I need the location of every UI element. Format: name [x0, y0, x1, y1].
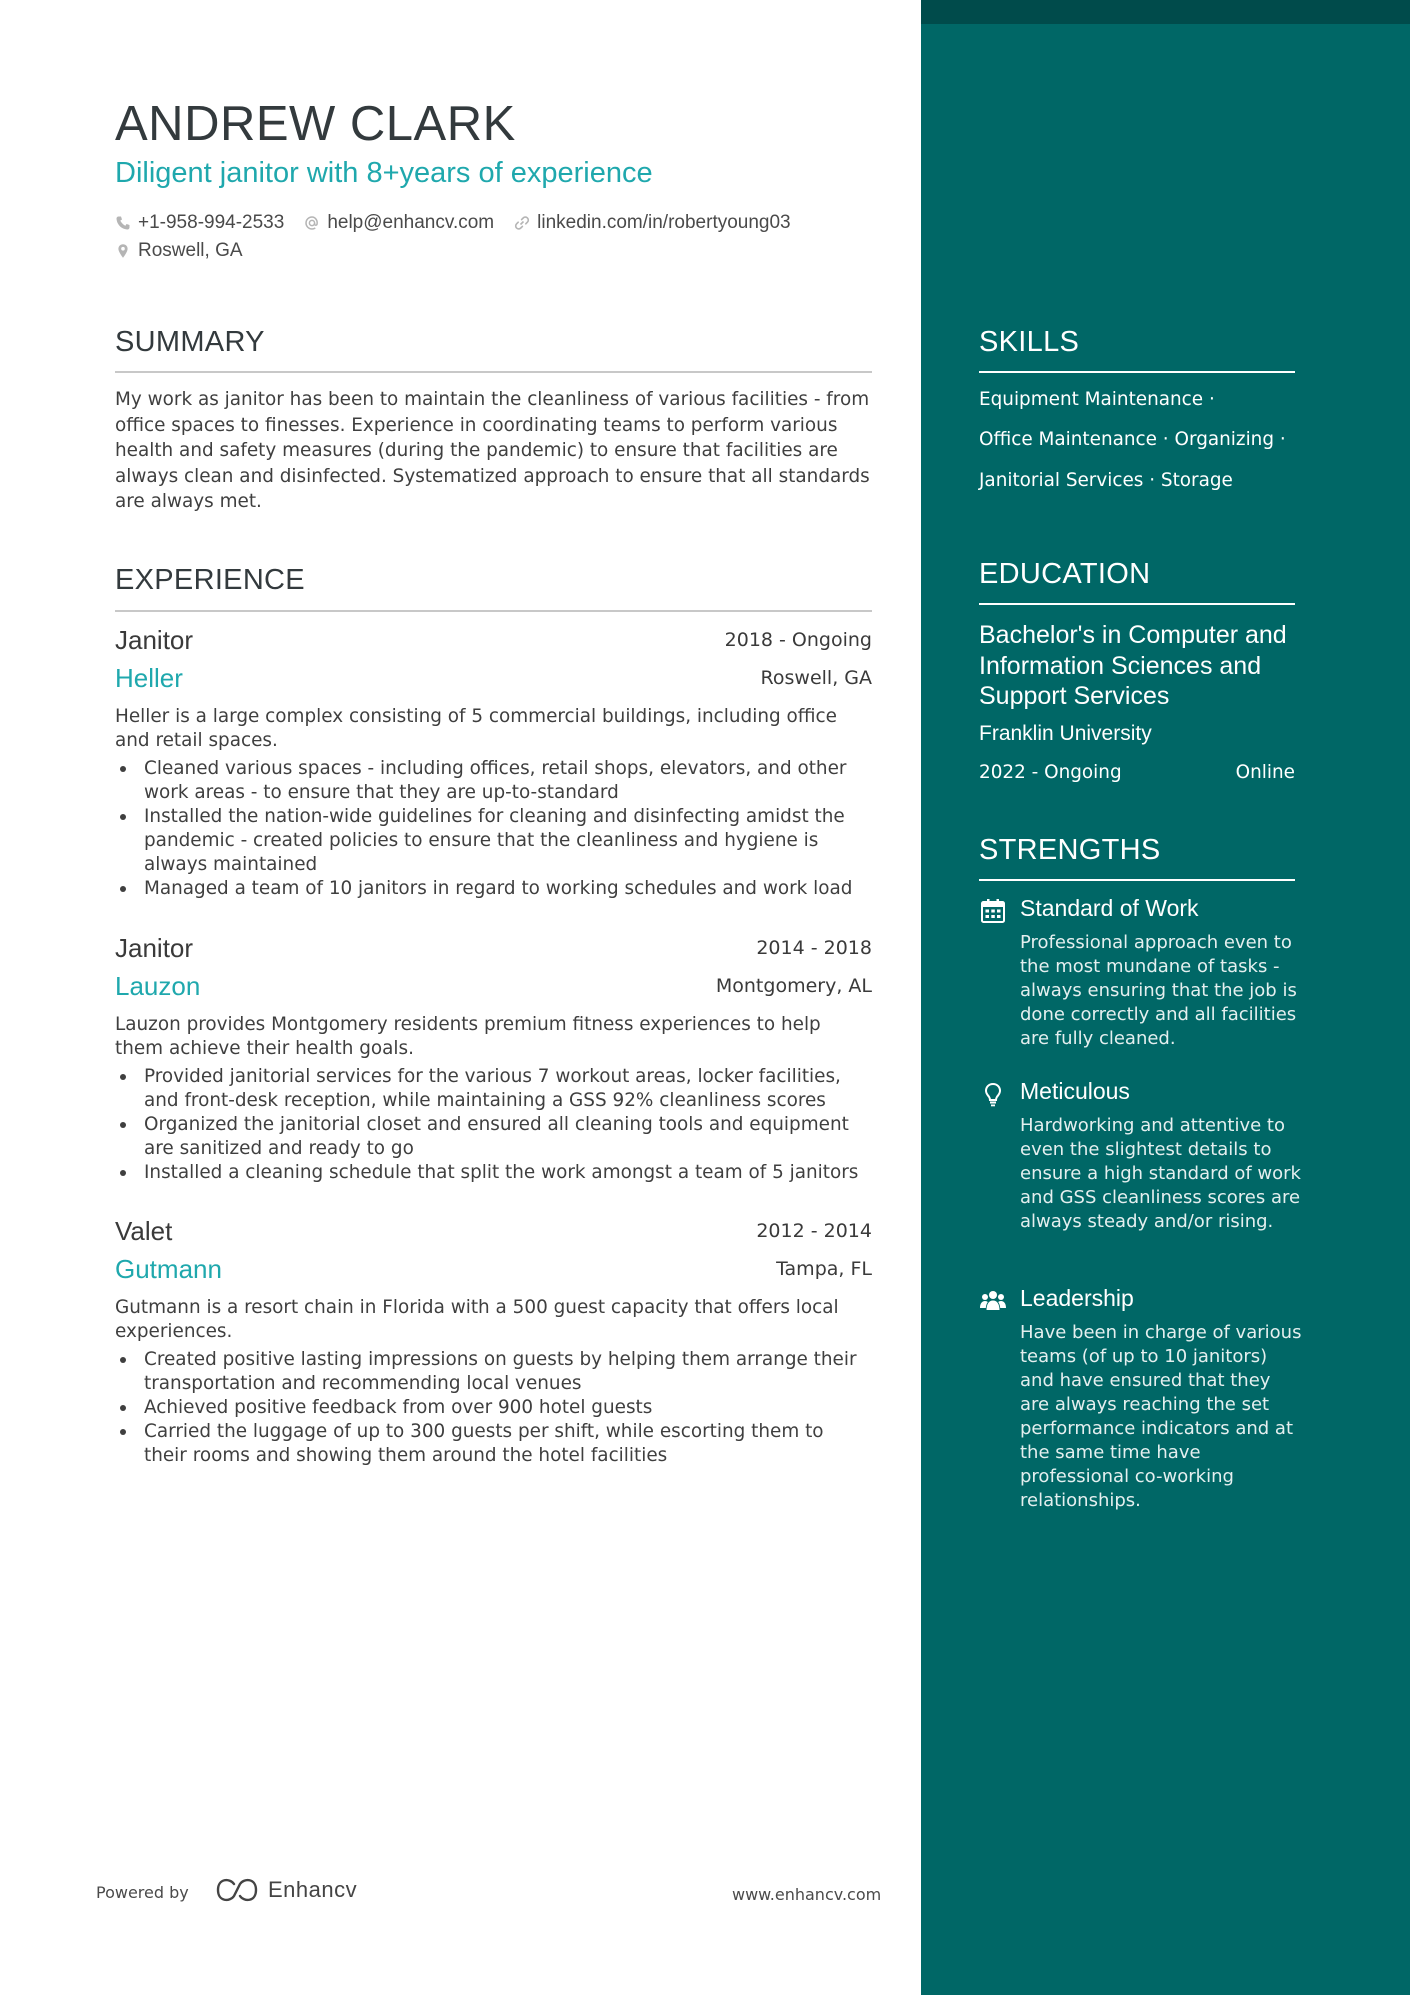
team-icon — [979, 1287, 1007, 1315]
link-icon — [514, 215, 530, 231]
experience-divider — [115, 610, 872, 612]
strength-title: Leadership — [1020, 1285, 1134, 1311]
experience-entry — [115, 625, 872, 901]
skills-divider — [979, 371, 1295, 373]
strength-title: Meticulous — [1020, 1078, 1130, 1104]
footer-url[interactable]: www.enhancv.com — [732, 1885, 882, 1904]
job-bullet-list — [115, 757, 872, 901]
job-dates: 2012 - 2014 — [756, 1220, 872, 1242]
location-pin-icon — [115, 243, 131, 259]
job-title: Janitor — [115, 625, 194, 655]
at-icon — [304, 215, 320, 231]
phone-text: +1-958-994-2533 — [138, 212, 285, 233]
contact-info — [115, 211, 895, 267]
education-mode: Online — [1235, 762, 1295, 783]
experience-heading: EXPERIENCE — [115, 564, 305, 596]
job-description: Heller is a large complex consisting of 5 commercial buildings, including office and retail spaces. — [115, 706, 837, 751]
summary-divider — [115, 371, 872, 373]
lightbulb-icon — [979, 1080, 1007, 1108]
job-bullet: Installed a cleaning schedule that split the work amongst a team of 5 janitors — [115, 1161, 872, 1185]
job-bullet: Carried the luggage of up to 300 guests per shift, while escorting them to their rooms and showing them around the hotel facilities — [115, 1420, 872, 1468]
job-bullet: Achieved positive feedback from over 900 hotel guests — [115, 1396, 872, 1420]
contact-location — [115, 240, 243, 262]
candidate-name: ANDREW CLARK — [115, 97, 516, 151]
job-bullet: Provided janitorial services for the various 7 workout areas, locker facilities, and front-desk reception, while maintaining a GSS 92% cleanliness scores — [115, 1065, 872, 1113]
footer-powered-by: Powered by — [96, 1883, 189, 1902]
job-location: Montgomery, AL — [715, 975, 872, 997]
contact-linkedin[interactable] — [514, 212, 791, 234]
calendar-icon — [979, 897, 1007, 925]
strengths-divider — [979, 879, 1295, 881]
job-description: Lauzon provides Montgomery residents premium fitness experiences to help them achieve their health goals. — [115, 1014, 821, 1059]
job-location: Roswell, GA — [760, 667, 872, 689]
skills-line: Janitorial Services · Storage — [979, 470, 1233, 491]
job-bullet: Installed the nation-wide guidelines for cleaning and disinfecting amidst the pandemic - created policies to ensure that the cleanliness and hygiene is always maintained — [115, 805, 872, 877]
summary-text: My work as janitor has been to maintain the cleanliness of various facilities - from office spaces to finesses. Experience in coordinating teams to perform various health and safety measures (during the pandemic) to ensure that facilities are always clean and disinfected. Systematized approach to ensure that all standards are always met. — [115, 389, 870, 512]
contact-email[interactable] — [304, 212, 494, 234]
job-bullet: Managed a team of 10 janitors in regard to working schedules and work load — [115, 877, 872, 901]
job-description: Gutmann is a resort chain in Florida with a 500 guest capacity that offers local experiences. — [115, 1297, 839, 1342]
job-bullet: Cleaned various spaces - including offices, retail shops, elevators, and other work areas - to ensure that they are up-to-standard — [115, 757, 872, 805]
enhancv-logo-text: Enhancv — [268, 1877, 358, 1902]
job-title: Valet — [115, 1216, 173, 1246]
strengths-heading: STRENGTHS — [979, 834, 1161, 866]
enhancv-logo-icon — [214, 1876, 260, 1904]
job-bullet-list — [115, 1348, 872, 1468]
job-dates: 2014 - 2018 — [756, 937, 872, 959]
strength-text: Professional approach even to the most mundane of tasks - always ensuring that the job is done correctly and all facilities are fully cleaned. — [1020, 932, 1297, 1049]
skills-heading: SKILLS — [979, 326, 1080, 358]
strength-title: Standard of Work — [1020, 895, 1199, 921]
phone-icon — [115, 215, 131, 231]
location-text: Roswell, GA — [138, 240, 243, 261]
summary-heading: SUMMARY — [115, 326, 265, 358]
job-company: Heller — [115, 663, 183, 693]
experience-entry — [115, 1216, 872, 1468]
skills-line: Office Maintenance · Organizing · — [979, 429, 1286, 450]
linkedin-text: linkedin.com/in/robertyoung03 — [537, 212, 791, 233]
candidate-tagline: Diligent janitor with 8+years of experience — [115, 157, 653, 189]
job-title: Janitor — [115, 933, 194, 963]
education-degree: Bachelor's in Computer and Information Sciences and Support Services — [979, 621, 1287, 710]
experience-entry — [115, 933, 872, 1185]
enhancv-logo[interactable] — [214, 1876, 357, 1904]
job-company: Lauzon — [115, 971, 201, 1001]
education-dates: 2022 - Ongoing — [979, 762, 1122, 783]
education-heading: EDUCATION — [979, 558, 1151, 590]
job-company: Gutmann — [115, 1254, 222, 1284]
email-text: help@enhancv.com — [327, 212, 495, 233]
strength-text: Hardworking and attentive to even the slightest details to ensure a high standard of work and GSS cleanliness scores are always steady and/or rising. — [1020, 1115, 1301, 1232]
job-dates: 2018 - Ongoing — [724, 629, 872, 651]
job-location: Tampa, FL — [776, 1258, 872, 1280]
education-school: Franklin University — [979, 722, 1152, 745]
job-bullet-list — [115, 1065, 872, 1185]
sidebar — [921, 0, 1410, 1995]
skills-line: Equipment Maintenance · — [979, 389, 1215, 410]
job-bullet: Organized the janitorial closet and ensured all cleaning tools and equipment are sanitized and ready to go — [115, 1113, 872, 1161]
job-bullet: Created positive lasting impressions on guests by helping them arrange their transportation and recommending local venues — [115, 1348, 872, 1396]
contact-phone[interactable] — [115, 212, 284, 234]
sidebar-top-band — [921, 0, 1410, 24]
strength-text: Have been in charge of various teams (of up to 10 janitors) and have ensured that they are always reaching the set performance indicators and at the same time have professional co-working relationships. — [1020, 1322, 1302, 1511]
education-divider — [979, 603, 1295, 605]
